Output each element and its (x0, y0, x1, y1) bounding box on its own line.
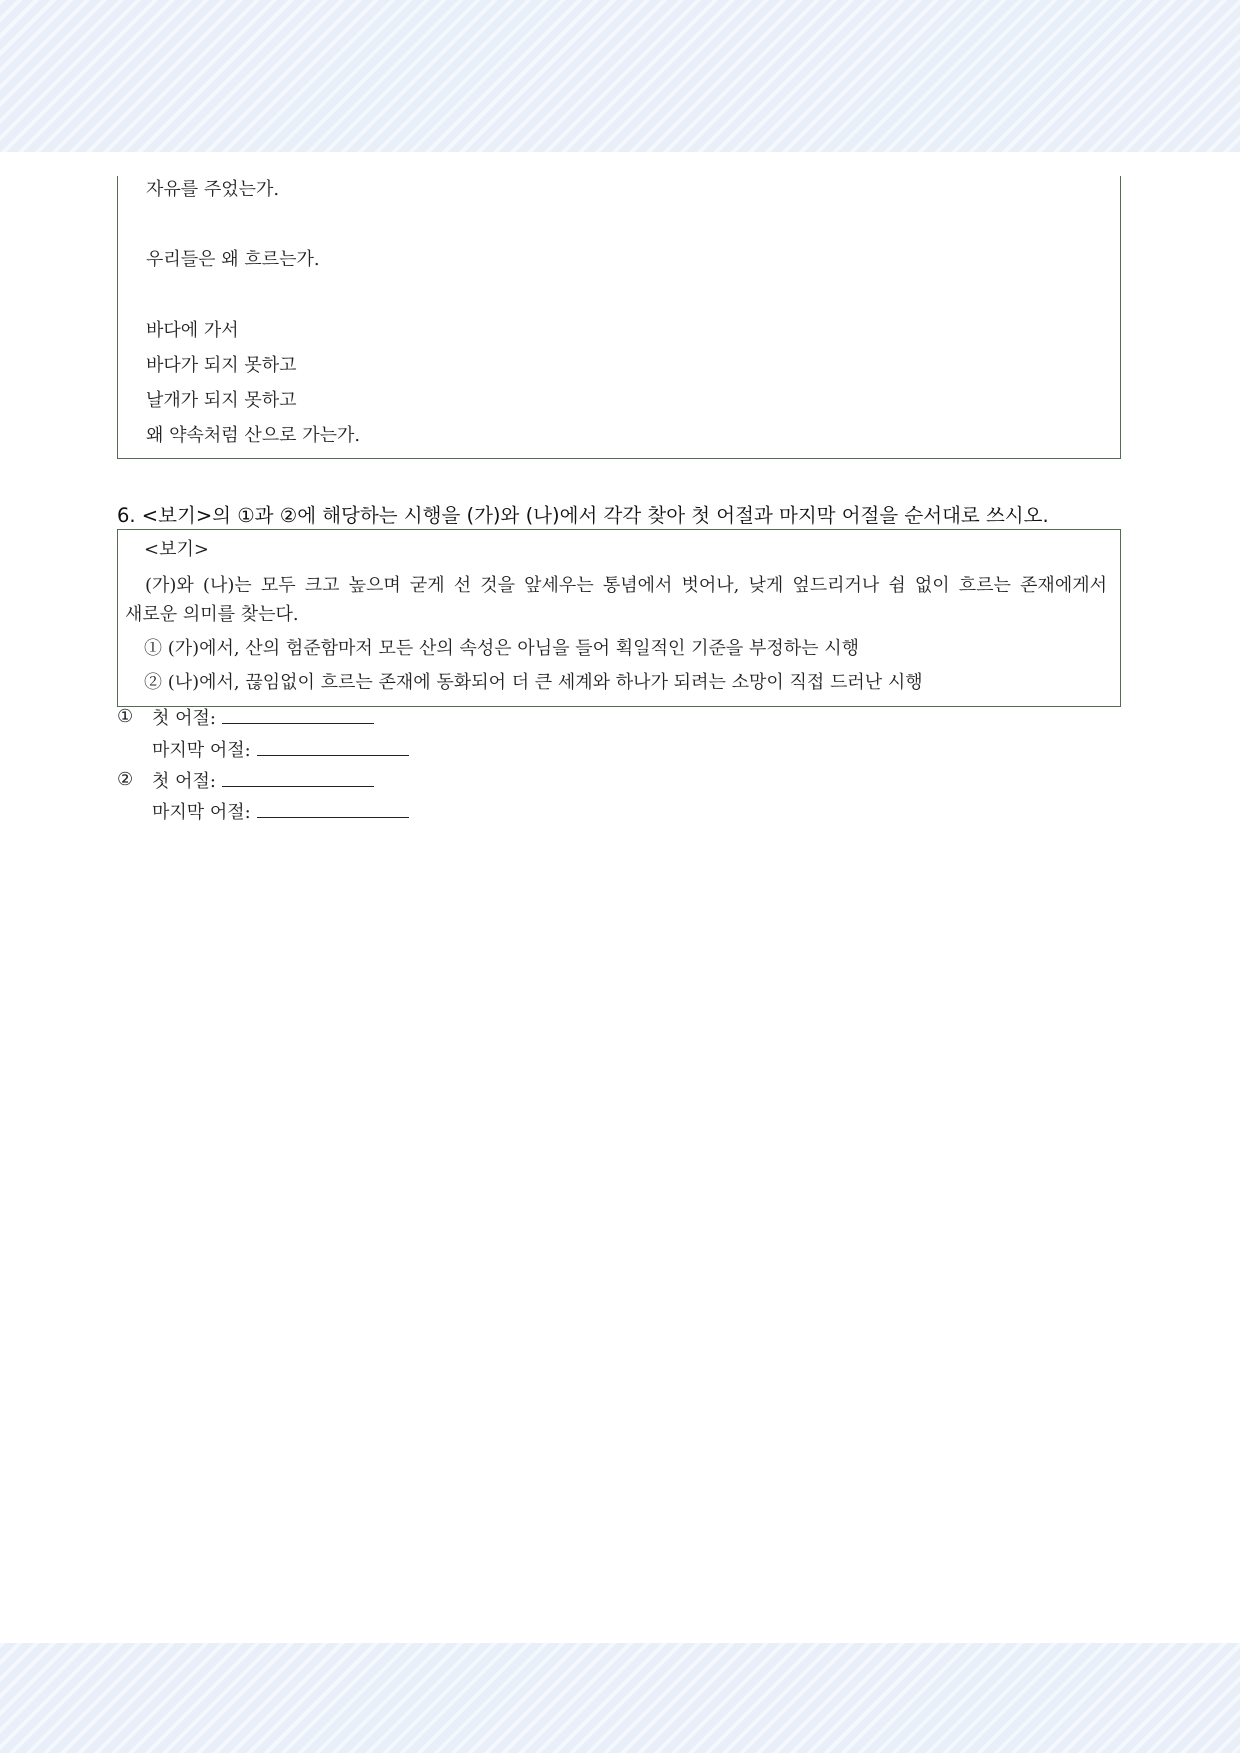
poem-box (117, 176, 1121, 459)
poem-line: 바다가 되지 못하고 (146, 355, 297, 376)
answer-1-last-blank[interactable] (257, 737, 409, 756)
header-band (0, 0, 1240, 152)
bogi-title: <보기> (144, 539, 209, 560)
answer-2-first-row (152, 768, 374, 794)
answer-1-last-label: 마지막 어절: (152, 740, 251, 761)
bogi-box (117, 529, 1121, 707)
answer-1-number: ① (117, 706, 134, 727)
poem-line: 바다에 가서 (146, 320, 239, 341)
answer-1-last-row (152, 737, 409, 763)
answer-2-first-label: 첫 어절: (152, 771, 216, 792)
bogi-body: (가)와 (나)는 모두 크고 높으며 굳게 선 것을 앞세우는 통념에서 벗어나, 낮게 엎드리거나 쉼 없이 흐르는 존재에게서 새로운 의미를 찾는다. (125, 575, 1107, 625)
footer-band (0, 1643, 1240, 1753)
question-6-text: 6. <보기>의 ①과 ②에 해당하는 시행을 (가)와 (나)에서 각각 찾아 첫 어절과 마지막 어절을 순서대로 쓰시오. (117, 504, 1049, 527)
bogi-item-2: ② (나)에서, 끊임없이 흐르는 존재에 동화되어 더 큰 세계와 하나가 되려는 소망이 직접 드러난 시행 (144, 672, 923, 693)
poem-line: 우리들은 왜 흐르는가. (146, 249, 320, 270)
answer-2-first-blank[interactable] (222, 768, 374, 787)
answer-1-first-row (152, 705, 374, 731)
answer-2-last-row (152, 799, 409, 825)
bogi-item-1: ① (가)에서, 산의 험준함마저 모든 산의 속성은 아님을 들어 획일적인 기준을 부정하는 시행 (144, 638, 860, 659)
poem-line: 왜 약속처럼 산으로 가는가. (146, 425, 361, 446)
answer-2-last-blank[interactable] (257, 799, 409, 818)
answer-2-last-label: 마지막 어절: (152, 802, 251, 823)
answer-1-first-blank[interactable] (222, 705, 374, 724)
answer-2-number: ② (117, 769, 134, 790)
poem-line: 자유를 주었는가. (146, 179, 280, 200)
poem-line: 날개가 되지 못하고 (146, 390, 297, 411)
answer-1-first-label: 첫 어절: (152, 708, 216, 729)
